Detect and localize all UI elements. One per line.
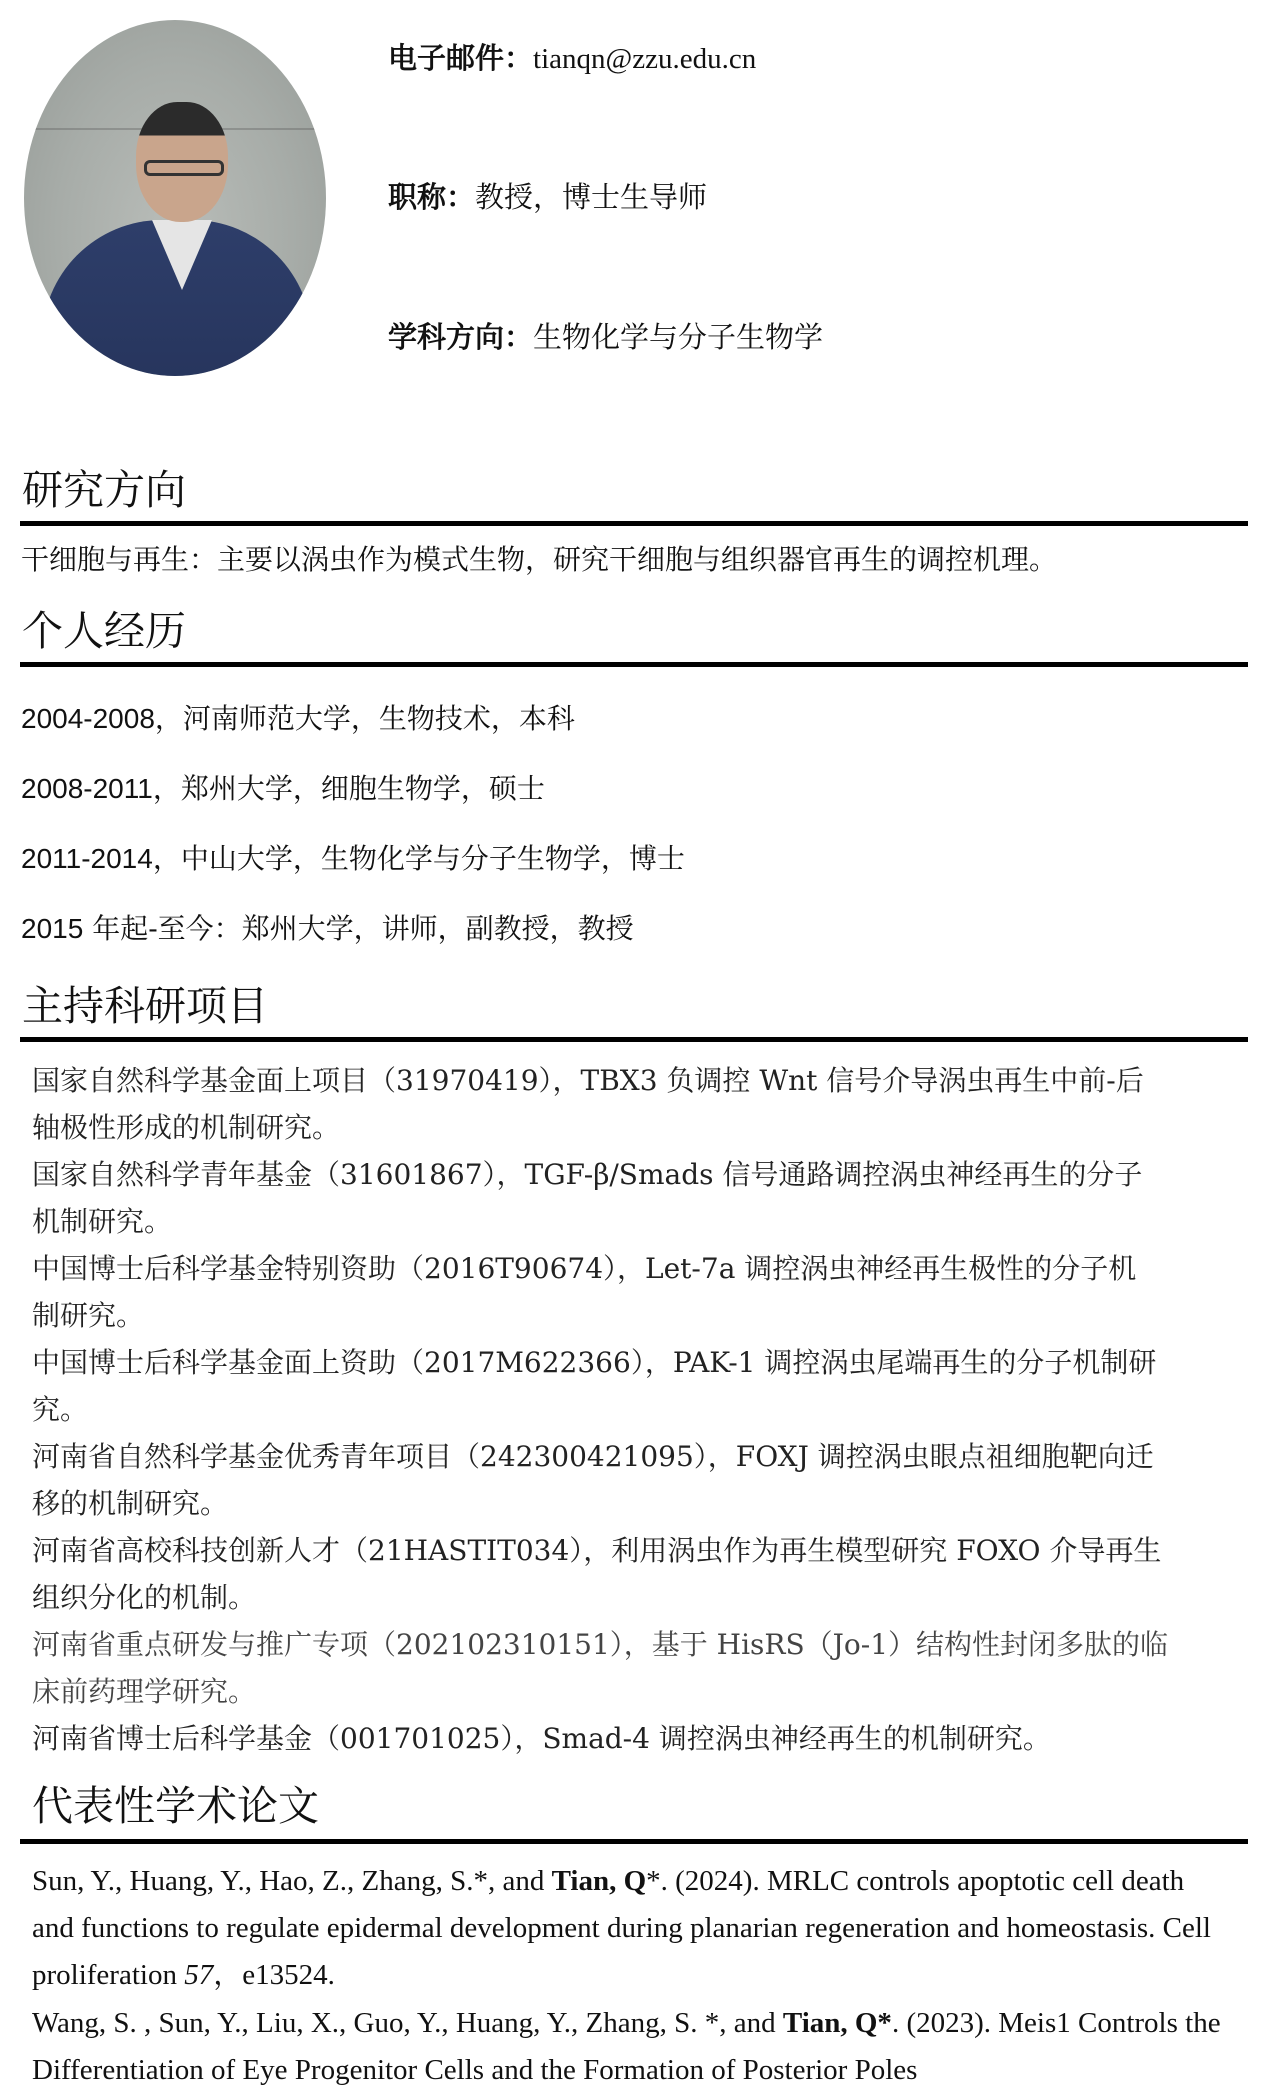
paper-item-1: Sun, Y., Huang, Y., Hao, Z., Zhang, S.*, and Tian, Q*. (2024). MRLC controls apoptotic cell death and functions to regulate epidermal development during planarian regeneration and homeostasis. Cell proliferation 57，e13524. <box>32 1865 1211 1991</box>
research-divider <box>20 521 1248 526</box>
experience-item-4: 2015 年起-至今：郑州大学，讲师，副教授，教授 <box>21 912 634 945</box>
projects-heading: 主持科研项目 <box>22 982 268 1030</box>
papers-divider <box>20 1839 1248 1844</box>
experience-item-2: 2008-2011，郑州大学，细胞生物学，硕士 <box>21 772 545 805</box>
profile-photo <box>24 20 326 376</box>
projects-divider <box>20 1037 1248 1042</box>
email-line <box>388 36 756 77</box>
experience-divider <box>20 662 1248 667</box>
project-item-4: 中国博士后科学基金面上资助（2017M622366），PAK-1 调控涡虫尾端再生的分子机制研 究。 <box>32 1346 1157 1426</box>
research-text: 干细胞与再生：主要以涡虫作为模式生物，研究干细胞与组织器官再生的调控机理。 <box>21 543 1058 576</box>
paper-item-2: Wang, S. , Sun, Y., Liu, X., Guo, Y., Huang, Y., Zhang, S. *, and Tian, Q*. (2023). Meis1 Controls the Differentiation of Eye Progenitor Cells and the Formation of Posterior Poles <box>32 2007 1221 2086</box>
email-label: 电子邮件： <box>388 41 534 75</box>
research-heading: 研究方向 <box>22 466 186 514</box>
project-item-1: 国家自然科学基金面上项目（31970419），TBX3 负调控 Wnt 信号介导涡虫再生中前-后 轴极性形成的机制研究。 <box>32 1064 1144 1144</box>
project-item-8: 河南省博士后科学基金（001701025），Smad-4 调控涡虫神经再生的机制研究。 <box>32 1722 1051 1755</box>
experience-item-1: 2004-2008，河南师范大学，生物技术，本科 <box>21 702 575 735</box>
project-item-7: 河南省重点研发与推广专项（202102310151），基于 HisRS（Jo-1）结构性封闭多肽的临 床前药理学研究。 <box>32 1628 1169 1708</box>
project-item-2: 国家自然科学青年基金（31601867），TGF-β/Smads 信号通路调控涡虫神经再生的分子 机制研究。 <box>32 1158 1143 1238</box>
title-line <box>388 175 707 216</box>
project-item-6: 河南省高校科技创新人才（21HASTIT034），利用涡虫作为再生模型研究 FOXO 介导再生 组织分化的机制。 <box>32 1534 1162 1614</box>
title-label: 职称： <box>388 180 476 214</box>
email-value[interactable]: tianqn@zzu.edu.cn <box>533 43 757 75</box>
discipline-line <box>388 315 823 356</box>
title-value: 教授，博士生导师 <box>475 180 708 214</box>
project-item-3: 中国博士后科学基金特别资助（2016T90674），Let-7a 调控涡虫神经再生极性的分子机 制研究。 <box>32 1252 1137 1332</box>
experience-heading: 个人经历 <box>22 607 186 655</box>
discipline-label: 学科方向： <box>388 320 534 354</box>
papers-heading: 代表性学术论文 <box>32 1782 319 1830</box>
project-item-5: 河南省自然科学基金优秀青年项目（242300421095），FOXJ 调控涡虫眼点祖细胞靶向迁 移的机制研究。 <box>32 1440 1154 1520</box>
experience-item-3: 2011-2014，中山大学，生物化学与分子生物学，博士 <box>21 842 685 875</box>
discipline-value: 生物化学与分子生物学 <box>533 320 824 354</box>
